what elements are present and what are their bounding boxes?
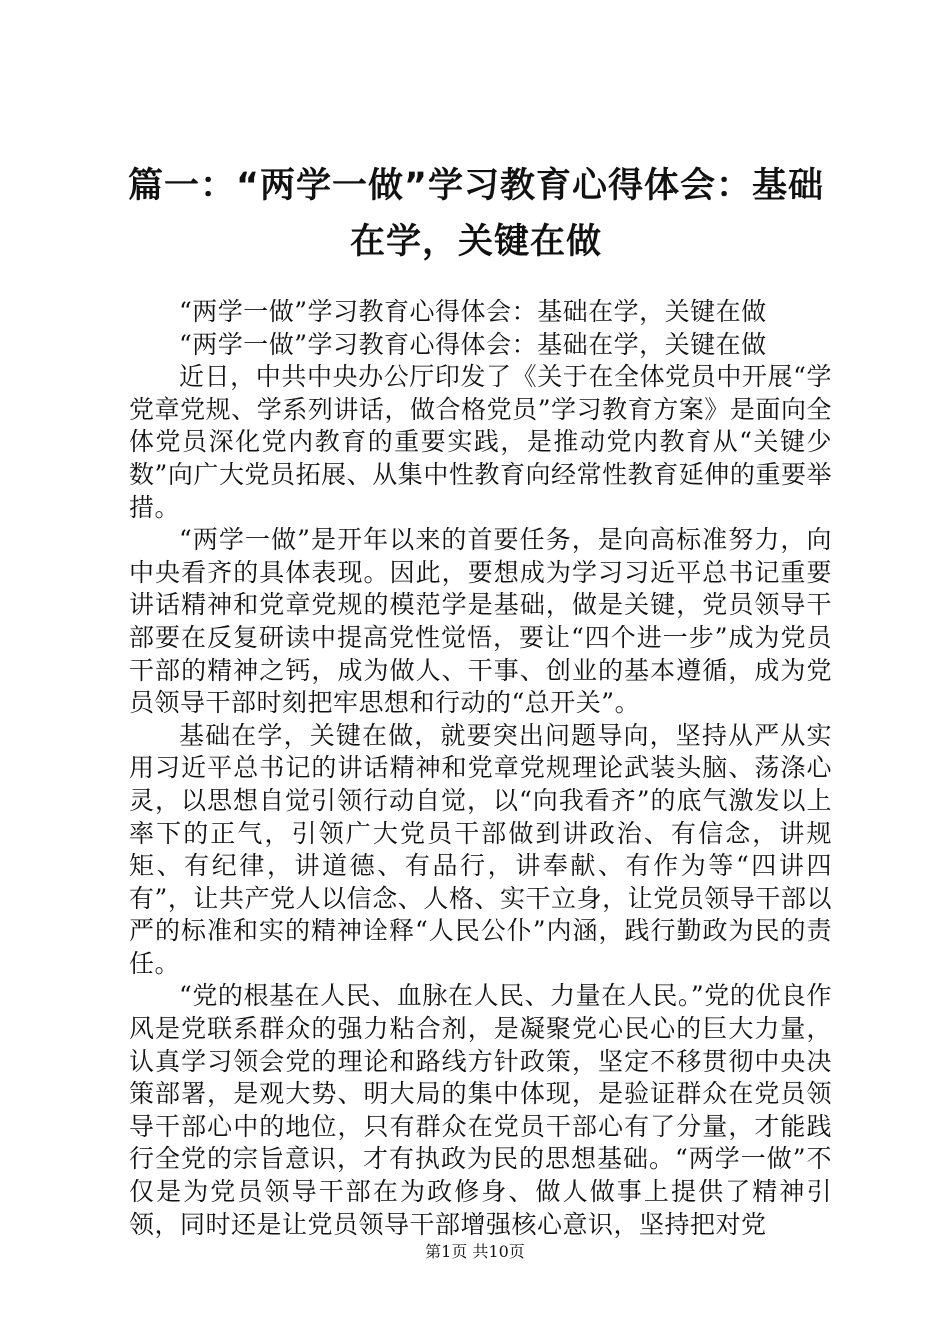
body-paragraph: 基础在学，关键在做，就要突出问题导向，坚持从严从实用习近平总书记的讲话精神和党章党规理论武装头脑、荡涤心灵，以思想自觉引领行动自觉，以“向我看齐”的底气激发以上率下的正气，引领广大党员干部做到讲政治、有信念，讲规矩、有纪律，讲道德、有品行，讲奉献、有作为等“四讲四有”，让共产党人以信念、人格、实干立身，让党员领导干部以严的标准和实的精神诠释“人民公仆”内涵，践行勤政为民的责任。 [129,720,832,978]
title-line-2: 在学，关键在做 [349,222,602,262]
page-number-footer: 第1页 共10页 [425,1242,525,1261]
body-paragraph: “党的根基在人民、血脉在人民、力量在人民。”党的优良作风是党联系群众的强力粘合剂，是凝聚党心民心的巨大力量，认真学习领会党的理论和路线方针政策，坚定不移贯彻中央决策部署，是观大势、明大局的集中体现，是验证群众在党员领导干部心中的地位，只有群众在党员干部心有了分量，才能践行全党的宗旨意识，才有执政为民的思想基础。“两学一做”不仅是为党员领导干部在为政修身、做人做事上提供了精神引领，同时还是让党员领导干部增强核心意识，坚持把对党 [129,981,832,1239]
body-paragraph: “两学一做”是开年以来的首要任务，是向高标准努力，向中央看齐的具体表现。因此，要想成为学习习近平总书记重要讲话精神和党章党规的模范学是基础，做是关键，党员领导干部要在反复研读中提高党性觉悟，要让“四个进一步”成为党员干部的精神之钙，成为做人、干事、创业的基本遵循，成为党员领导干部时刻把牢思想和行动的“总开关”。 [129,525,832,718]
subtitle-line-1: “两学一做”学习教育心得体会：基础在学，关键在做 [179,297,767,326]
document-body [129,296,832,1241]
title-line-1: 篇一：“两学一做”学习教育心得体会：基础 [127,166,824,206]
body-paragraph: 近日，中共中央办公厅印发了《关于在全体党员中开展“学党章党规、学系列讲话，做合格党员”学习教育方案》是面向全体党员深化党内教育的重要实践，是推动党内教育从“关键少数”向广大党员拓展、从集中性教育向经常性教育延伸的重要举措。 [129,362,832,522]
document-title [120,158,832,270]
subtitle-line-2: “两学一做”学习教育心得体会：基础在学，关键在做 [179,329,767,359]
